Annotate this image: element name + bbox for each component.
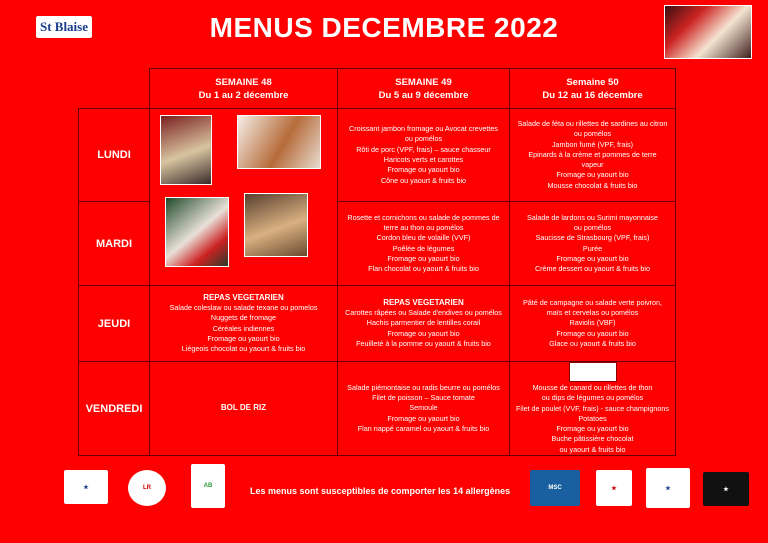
day-lundi: LUNDI xyxy=(79,109,150,202)
volaille-francaise-icon: ★ xyxy=(646,468,690,508)
gingerbread-photo xyxy=(237,115,321,169)
day-vendredi: VENDREDI xyxy=(79,362,150,456)
corner-cell xyxy=(79,69,150,109)
header-week49: SEMAINE 49 Du 5 au 9 décembre xyxy=(338,69,510,109)
school-logo: St Blaise xyxy=(36,16,92,38)
allergens-note: Les menus sont susceptibles de comporter les 14 allergènes xyxy=(250,486,511,496)
week49-vendredi: Salade piémontaise ou radis beurre ou pomélos Filet de poisson – Sauce tomate Semoule Fromage ou yaourt bio Flan nappé caramel ou yaourt & fruits bio xyxy=(338,362,510,456)
week50-jeudi: Pâté de campagne ou salade verte poivron, maïs et cervelas ou pomélos Raviolis (VBF) Fromage ou yaourt bio Glace ou yaourt & fruits bio xyxy=(510,286,676,362)
page-title: MENUS DECEMBRE 2022 xyxy=(209,12,559,43)
viande-bovine-francaise-label-icon: ★ xyxy=(64,470,108,504)
week49-jeudi: REPAS VEGETARIEN Carottes râpées ou Salade d'endives ou pomélos Hachis parmentier de lentilles corail Fromage ou yaourt bio Feuilleté à la pomme ou yaourt & fruits bio xyxy=(338,286,510,362)
week48-vendredi: BOL DE RIZ xyxy=(150,362,338,456)
week48-jeudi: REPAS VEGETARIEN Salade coleslaw ou salade texane ou pomelos Nuggets de fromage Céréales indiennes Fromage ou yaourt bio Liégeois chocolat ou yaourt & fruits bio xyxy=(150,286,338,362)
day-mardi: MARDI xyxy=(79,202,150,286)
header-week48: SEMAINE 48 Du 1 au 2 décembre xyxy=(150,69,338,109)
header-week50: Semaine 50 Du 12 au 16 décembre xyxy=(510,69,676,109)
repas-de-noel-sticker xyxy=(569,362,617,382)
day-jeudi: JEUDI xyxy=(79,286,150,362)
viandes-de-france-icon: ★ xyxy=(703,472,749,506)
peche-durable-msc-icon: MSC xyxy=(530,470,580,506)
label-rouge-icon: LR xyxy=(128,470,166,506)
star-cookies-photo xyxy=(244,193,308,257)
le-porc-francais-icon: ★ xyxy=(596,470,632,506)
agriculture-biologique-icon: AB xyxy=(191,464,225,508)
week50-mardi: Salade de lardons ou Surimi mayonnaise ou pomélos Saucisse de Strasbourg (VPF, frais) Purée Fromage ou yaourt bio Crème dessert ou yaourt & fruits bio xyxy=(510,202,676,286)
menu-table xyxy=(78,68,676,456)
week50-lundi: Salade de féta ou rillettes de sardines au citron ou pomélos Jambon fumé (VPF, frais) Epinards à la crème et pommes de terre vapeur Fromage ou yaourt bio Mousse chocolat & fruits bio xyxy=(510,109,676,202)
decorated-biscuits-photo xyxy=(165,197,229,267)
christmas-decoration-photo xyxy=(664,5,752,59)
week50-vendredi: Mousse de canard ou rillettes de thon ou dips de légumes ou pomélos Filet de poulet (VVF, frais) - sauce champignons Potatoes Fromage ou yaourt bio Buche pâtissière chocolat ou yaourt & fruits bio xyxy=(510,362,676,456)
week48-photos-cell xyxy=(150,109,338,286)
week49-mardi: Rosette et cornichons ou salade de pommes de terre au thon ou pomélos Cordon bleu de volaille (VVF) Poêlée de légumes Fromage ou yaourt bio Flan chocolat ou yaourt & fruits bio xyxy=(338,202,510,286)
cookies-photo xyxy=(160,115,212,185)
week49-lundi: Croissant jambon fromage ou Avocat crevettes ou pomélos Rôti de porc (VPF, frais) – sauce chasseur Haricots verts et carottes Fromage ou yaourt bio Cône ou yaourt & fruits bio xyxy=(338,109,510,202)
